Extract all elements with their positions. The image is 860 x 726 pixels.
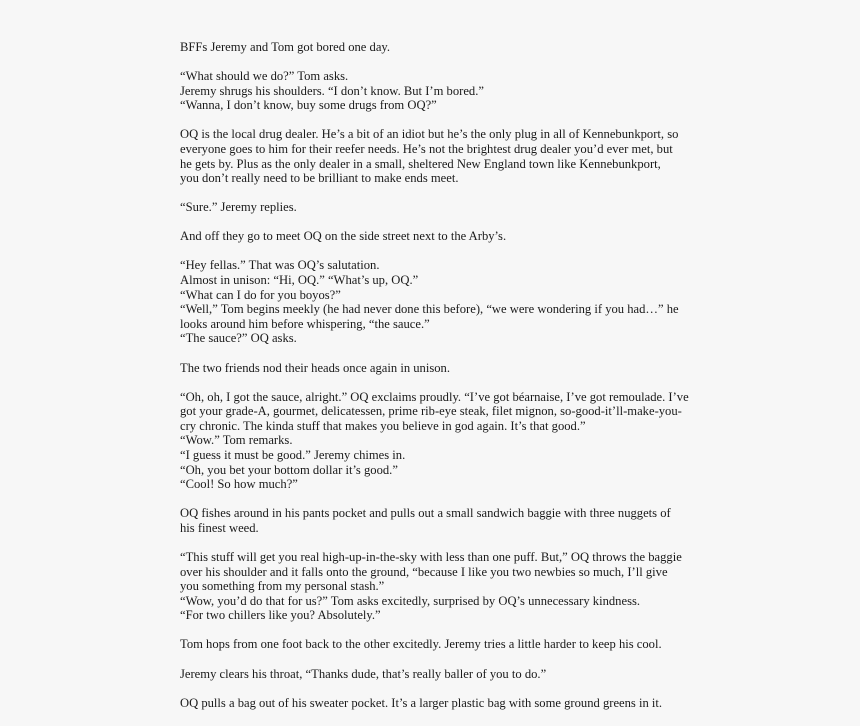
text-line: “Hey fellas.” That was OQ’s salutation. xyxy=(180,258,380,273)
text-line: “For two chillers like you? Absolutely.” xyxy=(180,608,381,623)
text-line: you something from my personal stash.” xyxy=(180,579,385,594)
text-line: Almost in unison: “Hi, OQ.” “What’s up, OQ.” xyxy=(180,273,419,288)
text-line: cry chronic. The kinda stuff that makes you believe in god again. It’s that good.” xyxy=(180,418,586,433)
text-line: The two friends nod their heads once again in unison. xyxy=(180,360,450,375)
text-line: “Wanna, I don’t know, buy some drugs from OQ?” xyxy=(180,98,437,113)
paragraph xyxy=(180,229,700,244)
text-line: “I guess it must be good.” Jeremy chimes in. xyxy=(180,447,406,462)
text-line: And off they go to meet OQ on the side street next to the Arby’s. xyxy=(180,229,507,244)
text-line: OQ is the local drug dealer. He’s a bit of an idiot but he’s the only plug in all of Kennebunkport, so xyxy=(180,127,679,142)
document-body xyxy=(180,40,700,725)
text-line: “This stuff will get you real high-up-in-the-sky with less than one puff. But,” OQ throws the baggie xyxy=(180,549,682,564)
text-line: OQ fishes around in his pants pocket and pulls out a small sandwich baggie with three nuggets of xyxy=(180,506,671,521)
text-line: “Oh, oh, I got the sauce, alright.” OQ exclaims proudly. “I’ve got béarnaise, I’ve got remoulade. I’ve xyxy=(180,389,689,404)
text-line: “Wow.” Tom remarks. xyxy=(180,433,293,448)
paragraph xyxy=(180,361,700,376)
text-line: over his shoulder and it falls onto the ground, “because I like you two newbies so much, I’ll give xyxy=(180,564,668,579)
paragraph xyxy=(180,390,700,492)
text-line: you don’t really need to be brilliant to make ends meet. xyxy=(180,171,459,186)
paragraph xyxy=(180,127,700,185)
text-line: Jeremy clears his throat, “Thanks dude, that’s really baller of you to do.” xyxy=(180,666,547,681)
text-line: “Wow, you’d do that for us?” Tom asks excitedly, surprised by OQ’s unnecessary kindness. xyxy=(180,593,641,608)
paragraph xyxy=(180,550,700,623)
text-line: “Oh, you bet your bottom dollar it’s good.” xyxy=(180,462,398,477)
paragraph xyxy=(180,200,700,215)
text-line: everyone goes to him for their reefer needs. He’s not the brightest drug dealer you’d ever met, but xyxy=(180,141,673,156)
paragraph xyxy=(180,40,700,55)
paragraph xyxy=(180,506,700,535)
text-line: OQ pulls a bag out of his sweater pocket. It’s a larger plastic bag with some ground greens in it. xyxy=(180,695,663,710)
text-line: “What should we do?” Tom asks. xyxy=(180,69,349,84)
paragraph xyxy=(180,258,700,346)
text-line: Tom hops from one foot back to the other excitedly. Jeremy tries a little harder to keep his cool. xyxy=(180,637,662,652)
paragraph xyxy=(180,69,700,113)
text-line: he gets by. Plus as the only dealer in a small, sheltered New England town like Kennebunkport, xyxy=(180,156,661,171)
paragraph xyxy=(180,667,700,682)
text-line: “The sauce?” OQ asks. xyxy=(180,331,297,346)
text-line: “Cool! So how much?” xyxy=(180,477,298,492)
text-line: Jeremy shrugs his shoulders. “I don’t know. But I’m bored.” xyxy=(180,83,484,98)
text-line: looks around him before whispering, “the sauce.” xyxy=(180,316,430,331)
paragraph xyxy=(180,637,700,652)
paragraph xyxy=(180,696,700,711)
text-line: “Well,” Tom begins meekly (he had never done this before), “we were wondering if you had…” he xyxy=(180,302,679,317)
text-line: “What can I do for you boyos?” xyxy=(180,287,341,302)
text-line: BFFs Jeremy and Tom got bored one day. xyxy=(180,40,391,54)
text-line: got your grade-A, gourmet, delicatessen, prime rib-eye steak, filet mignon, so-good-it’ll-make-you- xyxy=(180,404,682,419)
text-line: his finest weed. xyxy=(180,520,259,535)
text-line: “Sure.” Jeremy replies. xyxy=(180,200,297,215)
